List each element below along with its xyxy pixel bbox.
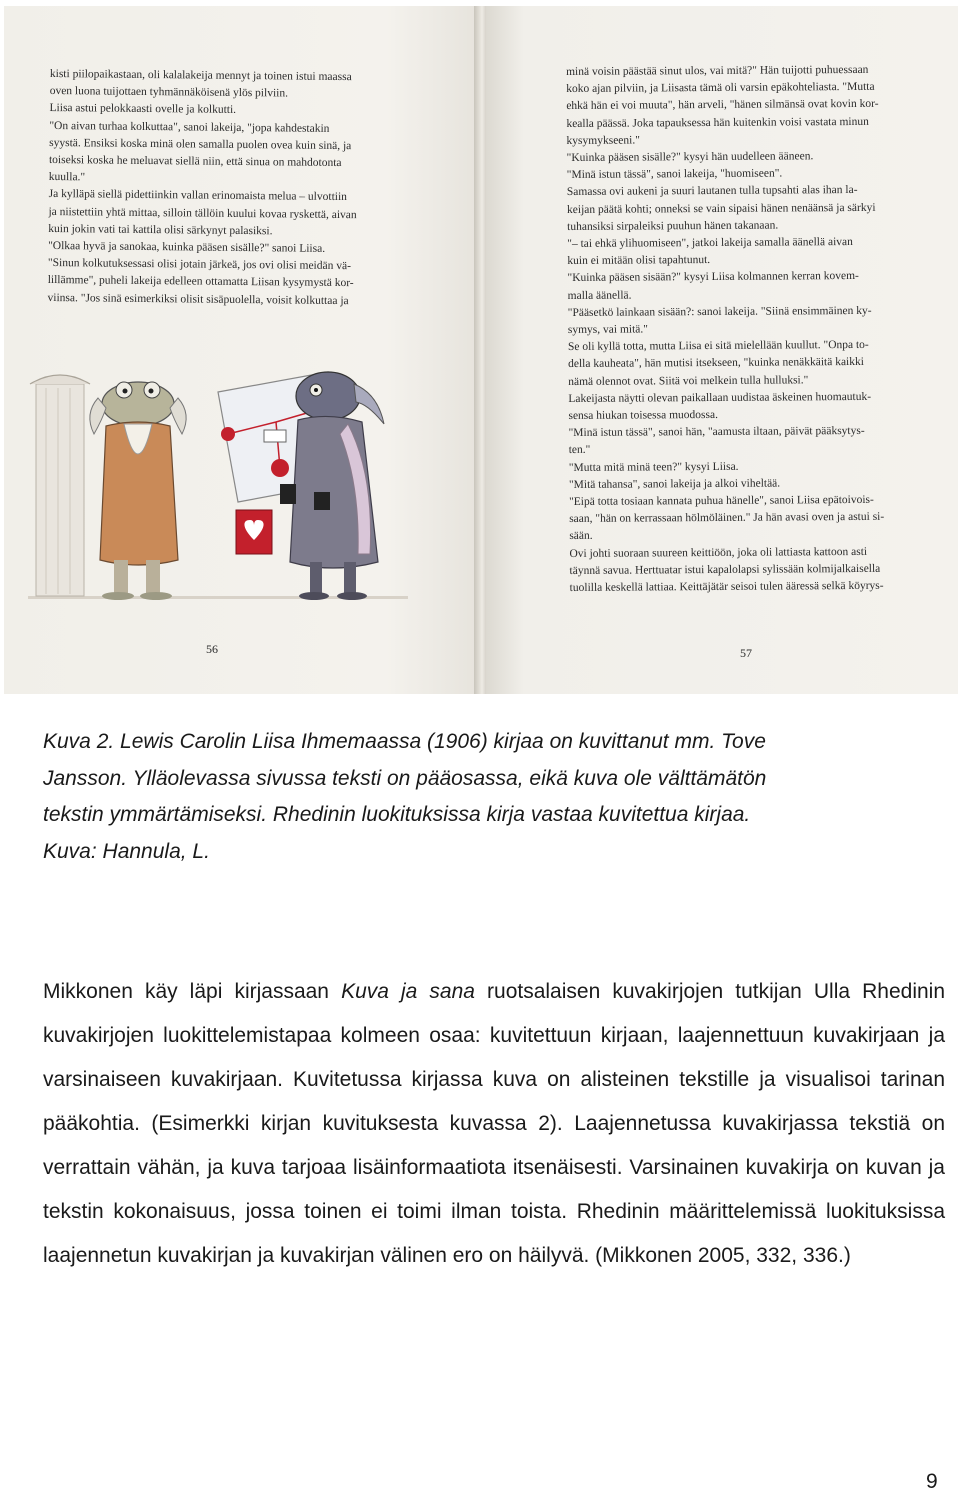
book-text-line: Ovi johti suoraan suureen keittiöön, joka oli lattiasta kattoon asti <box>569 545 868 560</box>
paragraph-text: Mikkonen käy läpi kirjassaan <box>43 980 342 1003</box>
book-text-line: malla äänellä. <box>567 289 632 302</box>
book-text-line: kysymykseeni." <box>566 134 640 147</box>
page-number: 9 <box>926 1470 938 1493</box>
book-text-line: saan, "hän on kerrassaan hölmöläinen." Ja hän avasi oven ja astui si- <box>569 511 885 526</box>
caption-line: Jansson. Ylläolevassa sivussa teksti on pääosassa, eikä kuva ole välttämätön <box>43 766 767 790</box>
book-text-line: toiseksi koska he meluavat siellä niin, että sinua on mahdotonta <box>48 154 342 170</box>
book-text-line: Lakeijasta näytti olevan paikallaan uudistaa äskeinen huomautuk- <box>568 390 872 405</box>
book-text-line: sään. <box>569 530 593 543</box>
book-text-line: Samassa ovi aukeni ja suuri lautanen tulla tupsahti alas ihan la- <box>566 184 858 199</box>
book-text-line: ehkä hän ei voi muuta", hän arveli, "hänen silmänsä ovat kovin kor- <box>566 98 879 113</box>
left-page-text <box>47 66 410 311</box>
book-title: Kuva ja sana <box>341 980 475 1003</box>
book-text-line: nämä olennot ovat. Siitä voi melkein tulla hulluksi." <box>568 373 809 388</box>
body-paragraph <box>43 970 945 1278</box>
book-text-line: "Eipä totta tosiaan kannata puhua hänelle", sanoi Liisa epätoivois- <box>569 493 874 509</box>
book-text-line: koko ajan pilviin, ja Liisasta tämä oli varsin epäkohteliasta. "Mutta <box>566 81 875 96</box>
book-text-line: kuin jokin vati tai kattila olisi särkynyt palasiksi. <box>48 222 273 238</box>
book-text-line: "On aivan turhaa kolkuttaa", sanoi lakeija, "jopa kahdestakin <box>49 119 330 135</box>
book-text-line: kuin ei mitään olisi tapahtunut. <box>567 254 711 268</box>
book-text-line: Ja kylläpä siellä pidettiinkin vallan erinomaista melua – ulvottiin <box>48 188 347 204</box>
paragraph-text: ruotsalaisen kuvakirjojen tutkijan Ulla Rhedinin kuvakirjojen luokittelemistapaa kolmeen osaa: kuvitettuun kirjaan, laajennettuun kuvakirjaan ja varsinaiseen kuvakirjaan. Kuvitetussa kirjassa kuva on alisteinen tekstille ja visualisoi tarinan pääkohtia. (Esimerkki kirjan kuvituksesta kuvassa 2). Laajennetussa kuvakirjassa tekstiä on verrattain vähän, ja kuva tarjoaa lisäinformaatiota itsenäisesti. Varsinainen kuvakirja on kuvan ja tekstin kokonaisuus, jossa toinen ei toimi ilman toista. Rhedinin määrittelemissä luokituksissa laajennetun kuvakirjan ja kuvakirjan välinen ero on häilyvä. (Mikkonen 2005, 332, 336.) <box>43 980 946 1267</box>
book-text-line: "Mitä tahansa", sanoi lakeija ja alkoi viheltää. <box>568 477 781 491</box>
book-text-line: kuulla." <box>48 171 86 184</box>
book-text-line: della kauheata", hän mutisi itsekseen, "kuinka nenäkkäitä kaikki <box>568 356 864 371</box>
book-text-line: sensa hiukan toisessa muodossa. <box>568 409 718 423</box>
book-text-line: oven luona tuijottaen tyhmännäköisenä ylös pilviin. <box>49 85 289 100</box>
book-text-line: kisti piilopaikastaan, oli kalalakeija mennyt ja toinen istui maassa <box>49 67 352 84</box>
book-text-line: "– tai ehkä ylihuomiseen", jatkoi lakeija samalla äänellä aivan <box>567 236 853 251</box>
book-text-line: täynnä savua. Herttuatar istui kapalolapsi sylissään kolmijalkaisella <box>569 562 881 577</box>
book-text-line: symys, vai mitä." <box>567 323 648 337</box>
right-page-number: 57 <box>740 646 752 660</box>
book-text-line: "Kuinka pääsen sisään?" kysyi Liisa kolmannen kerran kovem- <box>567 270 859 285</box>
right-book-page <box>486 6 958 694</box>
book-text-line: lillämme", puheli lakeija edelleen ottamatta Liisan kysymystä kor- <box>47 274 354 290</box>
book-text-line: viinsa. "Jos sinä esimerkiksi olisit sisäpuolella, voisit kolkuttaa ja <box>47 291 349 307</box>
book-text-line: keijan päätä kohti; onneksi se vain sipaisi hänen nenäänsä ja särkyi <box>566 201 876 216</box>
frog-and-fish-footmen-illustration <box>28 364 408 614</box>
book-text-line: ten." <box>568 444 591 457</box>
left-page-number: 56 <box>206 642 218 656</box>
book-text-line: "Kuinka pääsen sisälle?" kysyi hän uudelleen ääneen. <box>566 150 814 165</box>
caption-line: Kuva: Hannula, L. <box>43 839 210 863</box>
book-text-line: tuolilla keskellä lattiaa. Keittäjätär seisoi tulen ääressä selkä köyrys- <box>569 579 884 595</box>
book-text-line: "Minä istun tässä", sanoi lakeija, "huomiseen". <box>566 167 783 182</box>
book-text-line: Liisa astui pelokkaasti ovelle ja kolkutti. <box>49 102 237 117</box>
book-text-line: syystä. Ensiksi koska minä olen samalla puolen ovea kuin sinä, ja <box>49 136 352 152</box>
figure-caption <box>43 724 945 870</box>
book-photo <box>4 6 958 694</box>
book-text-line: minä voisin päästää sinut ulos, vai mitä?" Hän tuijotti puhuessaan <box>566 63 869 78</box>
book-text-line: "Olkaa hyvä ja sanokaa, kuinka pääsen sisälle?" sanoi Liisa. <box>48 240 326 255</box>
book-text-line: "Mutta mitä minä teen?" kysyi Liisa. <box>568 460 739 474</box>
book-text-line: "Pääsetkö lainkaan sisään?: sanoi lakeija. "Siinä ensimmäinen ky- <box>567 304 872 319</box>
caption-line: Kuva 2. Lewis Carolin Liisa Ihmemaassa (1906) kirjaa on kuvittanut mm. Tove <box>43 730 766 753</box>
right-page-text <box>566 61 940 597</box>
left-book-page <box>4 6 482 694</box>
caption-line: tekstin ymmärtämiseksi. Rhedinin luokituksissa kirja vastaa kuvitettua kirjaa. <box>43 803 751 826</box>
book-text-line: Se oli kyllä totta, mutta Liisa ei sitä mielellään kuullut. "Onpa to- <box>567 339 869 354</box>
book-text-line: kealla päässä. Joka tapauksessa hän kuitenkin voisi vastata minun <box>566 115 869 130</box>
book-text-line: "Sinun kolkutuksessasi olisi jotain järkeä, jos ovi olisi meidän vä- <box>47 257 352 273</box>
book-text-line: "Minä istun tässä", sanoi hän, "aamusta iltaan, päivät pääksytys- <box>568 425 865 440</box>
book-text-line: tuhansiksi sirpaleiksi puuhun hänen takanaan. <box>567 219 779 233</box>
book-text-line: ja niistettiin yhtä mittaa, silloin tällöin kuului kovaa ryskettä, aivan <box>48 205 357 221</box>
